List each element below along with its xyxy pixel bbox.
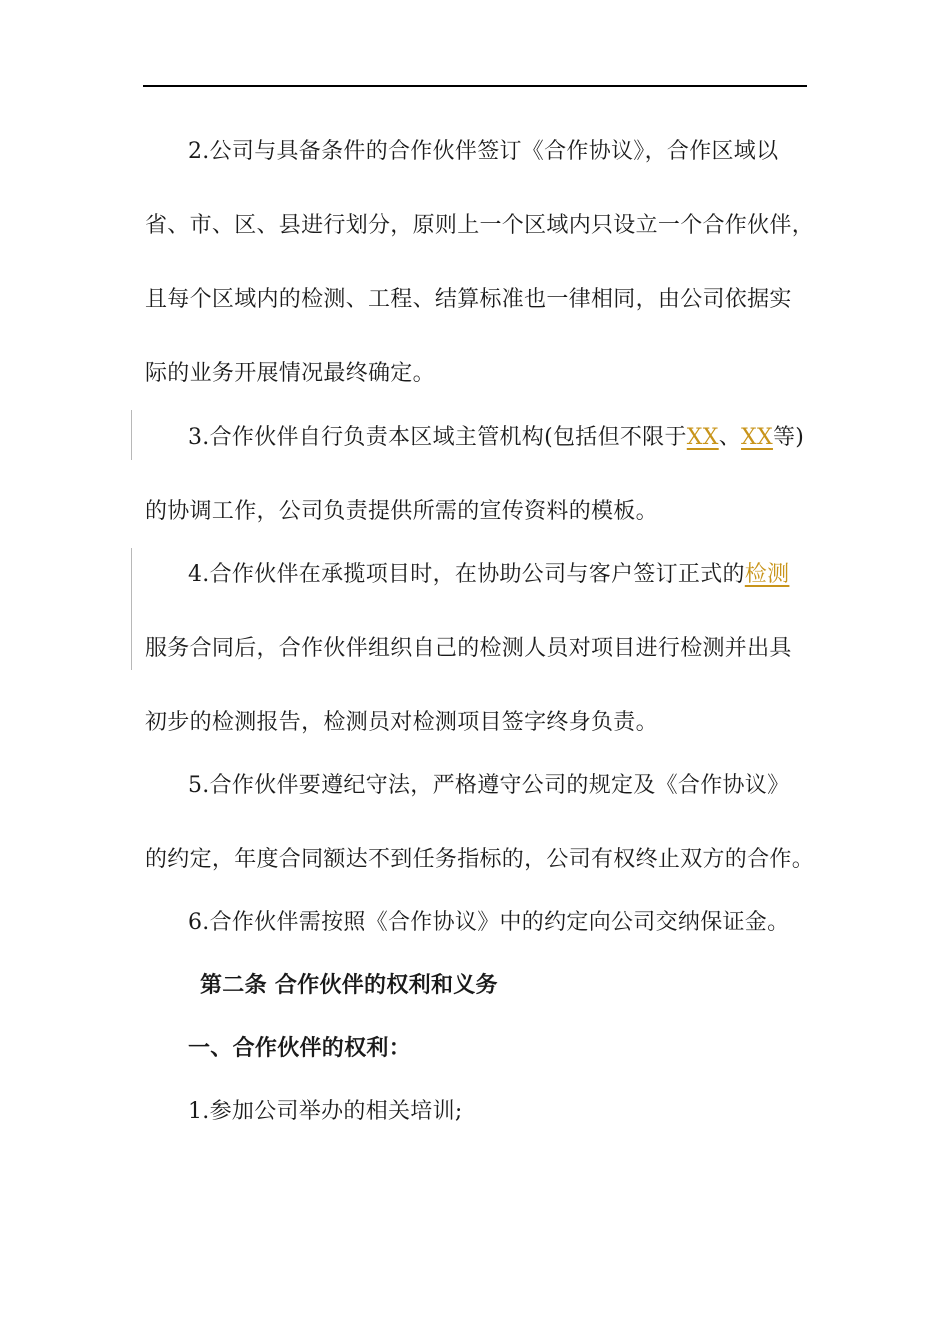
- xx-link-1[interactable]: XX: [686, 425, 719, 450]
- rights-item-1: 1.参加公司举办的相关培训;: [188, 1099, 463, 1124]
- section-heading: 一、合作伙伴的权利：: [188, 1036, 412, 1061]
- paragraph-2-line-3: 且每个区域内的检测、工程、结算标准也一律相同，由公司依据实: [145, 287, 792, 312]
- paragraph-3-suffix: 等): [772, 425, 805, 450]
- paragraph-2-line-4: 际的业务开展情况最终确定。: [145, 361, 435, 386]
- paragraph-2-line-2: 省、市、区、县进行划分，原则上一个区域内只设立一个合作伙伴，: [145, 213, 815, 238]
- paragraph-4-line-3: 初步的检测报告，检测员对检测项目签字终身负责。: [145, 710, 658, 735]
- inspection-link[interactable]: 检测: [744, 562, 790, 587]
- paragraph-3-text: 3.合作伙伴自行负责本区域主管机构(包括但不限于: [188, 425, 687, 450]
- paragraph-4-line-2: 服务合同后，合作伙伴组织自己的检测人员对项目进行检测并出具: [145, 636, 792, 661]
- paragraph-2-line-1: 2.公司与具备条件的合作伙伴签订《合作协议》，合作区域以: [188, 139, 779, 164]
- xx-link-2[interactable]: XX: [741, 425, 773, 450]
- article-heading: 第二条 合作伙伴的权利和义务: [200, 973, 498, 998]
- paragraph-6-line-1: 6.合作伙伴需按照《合作协议》中的约定向公司交纳保证金。: [188, 910, 790, 935]
- paragraph-5-line-2: 的约定，年度合同额达不到任务指标的，公司有权终止双方的合作。: [145, 847, 815, 872]
- header-rule: [143, 85, 807, 87]
- paragraph-3-line-1: [188, 423, 804, 453]
- paragraph-5-line-1: 5.合作伙伴要遵纪守法，严格遵守公司的规定及《合作协议》: [188, 773, 790, 798]
- paragraph-4-text: 4.合作伙伴在承揽项目时，在协助公司与客户签订正式的: [188, 562, 745, 587]
- paragraph-4-line-1: [188, 560, 789, 590]
- revision-bar: [131, 548, 132, 670]
- revision-bar: [131, 410, 132, 460]
- separator: 、: [718, 425, 742, 450]
- paragraph-3-line-2: 的协调工作，公司负责提供所需的宣传资料的模板。: [145, 499, 658, 524]
